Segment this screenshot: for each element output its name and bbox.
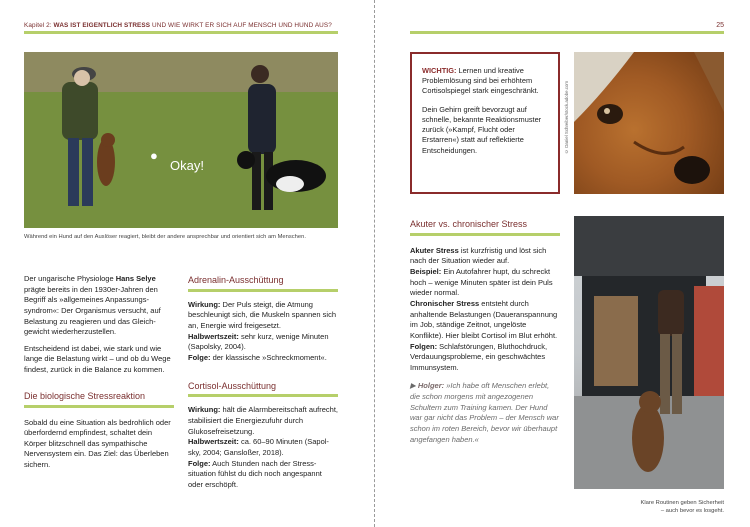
dog-closeup-illustration — [574, 52, 724, 194]
chron-label: Chronischer Stress — [410, 298, 480, 308]
folgen-text: Schlafstörungen, Bluthochdruck, Verdauungsprobleme, ein geschwächtes Immunsystem. — [410, 341, 548, 372]
beispiel-text: Ein Autofahrer hupt, du schreckt hoch – wenige Minuten später ist dein Puls wieder normal. — [410, 267, 553, 298]
warning-box — [410, 52, 560, 194]
beispiel-paragraph — [410, 267, 560, 299]
bio-heading-wrap — [24, 390, 174, 408]
cortisol-hwz — [188, 437, 338, 458]
warning-body: Lernen und kreative Problemlösung sind bei erhöhtem Cortisolspiegel stark eingeschränkt. — [422, 66, 539, 96]
intro2-paragraph: Entscheidend ist dabei, wie stark und wie lange die Belastung wirkt – und ob du Wege findest, zurück in die Balance zu kommen. — [24, 343, 171, 375]
akut-heading-wrap — [410, 218, 560, 236]
cortisol-heading: Cortisol-Ausschüttung — [188, 380, 277, 391]
warning-text2: Dein Gehirn greift bevorzugt auf schnelle, bekannte Reaktionsmuster zurück (»Kampf, Flucht oder Erstarren«) statt auf reflektierte Entscheidungen. — [422, 104, 542, 155]
photo-credit: © Daniel Schreiber/stock.adobe.com — [564, 80, 569, 154]
akut-label: Akuter Stress — [410, 245, 459, 255]
okay-overlay-text: Okay! — [170, 158, 204, 173]
quote-name: Holger: — [417, 381, 445, 391]
cortisol-folge-text: Auch Stunden nach der Stresssituation fühlst du dich noch angespannt oder erschöpft. — [188, 458, 322, 489]
stress-column — [410, 218, 560, 451]
warning-label: WICHTIG: — [422, 66, 457, 75]
car-illustration — [574, 216, 724, 489]
adrenalin-folge — [188, 353, 338, 364]
adrenalin-wirkung-text: Der Puls steigt, die Atmung beschleunigt sich, die Muskeln spannen sich an, Energie wird freigesetzt. — [188, 299, 337, 331]
page-number: 25 — [716, 22, 724, 29]
intro-post: prägte bereits in den 1930er-Jahren den Begriff als »allgemeines Anpassungssyndrom«: Der Organismus versucht, auf Belastung zu reagieren und das Gleichgewicht wiederherzustellen. — [24, 284, 161, 337]
adrenalin-wirkung — [188, 300, 338, 332]
adrenalin-folge-label: Folge: — [188, 352, 211, 362]
adrenalin-folge-text: der klassische »Schreckmoment«. — [210, 352, 327, 362]
triangle-bullet-icon: ▶ — [410, 381, 416, 391]
intro-paragraph — [24, 274, 174, 338]
right-header-rule — [410, 31, 724, 34]
bio-paragraph: Sobald du eine Situation als bedrohlich oder überfordernd empfindest, schaltet dein Körper blitzschnell das sympathische Nervensystem ein. Das Ziel: das Überleben sichern. — [24, 417, 171, 470]
adrenalin-hwz-text: sehr kurz, wenige Minuten (Sapolsky, 2004). — [188, 331, 329, 352]
car-caption — [574, 500, 724, 516]
holger-quote — [410, 381, 560, 445]
page-gutter — [374, 0, 375, 527]
cortisol-heading-wrap — [188, 380, 338, 398]
left-page — [0, 0, 374, 527]
dog-closeup-photo — [574, 52, 724, 194]
cortisol-wirkung-label: Wirkung: — [188, 405, 221, 415]
akut-heading-rule — [410, 233, 560, 236]
akut-heading: Akuter vs. chronischer Stress — [410, 219, 528, 229]
left-column — [24, 274, 174, 477]
dog-training-photo — [24, 52, 338, 228]
bio-heading: Die biologische Stressreaktion — [24, 390, 146, 401]
chron-paragraph — [410, 299, 560, 342]
chapter-title-rest: UND WIE WIRKT ER SICH AUF MENSCH UND HUND AUS? — [152, 22, 332, 29]
adrenalin-hwz — [188, 332, 338, 353]
beispiel-label: Beispiel: — [410, 267, 442, 277]
cortisol-wirkung-text: hält die Alarmbereitschaft aufrecht, stabilisiert die Energiezufuhr durch Glukosefreisetzung. — [188, 405, 338, 436]
cortisol-folge — [188, 459, 338, 491]
cortisol-folge-label: Folge: — [188, 458, 211, 468]
akut-text: ist kurzfristig und löst sich nach der Situation wieder auf. — [410, 245, 547, 266]
chron-text: entsteht durch anhaltende Belastungen (Daueranspannung im Job, ständige Zeitnot, ungelöste Konflikte). Hier bleibt Cortisol im Blut erhöht. — [410, 298, 558, 340]
photo-illustration — [24, 52, 338, 228]
quote-text: »Ich habe oft Menschen erlebt, die schon morgens mit angezogenen Schultern zum Training kamen. Der Hund war gar nicht das Problem – der Mensch war schon im roten Bereich, bevor wir überhaupt angefangen haben.« — [410, 381, 559, 444]
adrenalin-heading: Adrenalin-Ausschüttung — [188, 275, 284, 285]
car-dog-photo — [574, 216, 724, 489]
car-caption-line1: Klare Routinen geben Sicherheit — [640, 500, 724, 506]
bio-heading-rule — [24, 405, 174, 408]
adrenalin-heading-wrap — [188, 274, 338, 292]
running-head — [24, 22, 338, 29]
warning-text — [422, 66, 548, 97]
cortisol-hwz-text: ca. 60–90 Minuten (Sapolsky, 2004; Gansloßer, 2018). — [188, 437, 329, 457]
paw-icon: ● — [150, 148, 158, 163]
intro-pre: Der ungarische Physiologe — [24, 274, 116, 283]
photo-caption: Während ein Hund auf den Auslöser reagiert, bleibt der andere ansprechbar und orientiert sich am Menschen. — [24, 234, 306, 240]
adrenalin-wirkung-label: Wirkung: — [188, 299, 221, 309]
selye-name: Hans Selye — [115, 274, 156, 283]
header-rule — [24, 31, 338, 34]
car-caption-line2: – auch bevor es losgeht. — [660, 507, 724, 514]
adrenalin-hwz-label: Halbwertszeit: — [188, 331, 239, 341]
folgen-label: Folgen: — [410, 341, 438, 351]
folgen-paragraph — [410, 342, 560, 374]
akut-paragraph — [410, 246, 560, 267]
chapter-title-bold: WAS IST EIGENTLICH STRESS — [53, 22, 151, 29]
cortisol-hwz-label: Halbwertszeit: — [188, 437, 239, 447]
cortisol-wirkung — [188, 405, 338, 437]
cortisol-heading-rule — [188, 394, 338, 397]
right-column — [188, 274, 338, 497]
chapter-label: Kapitel 2: — [24, 22, 52, 29]
adrenalin-heading-rule — [188, 289, 338, 292]
